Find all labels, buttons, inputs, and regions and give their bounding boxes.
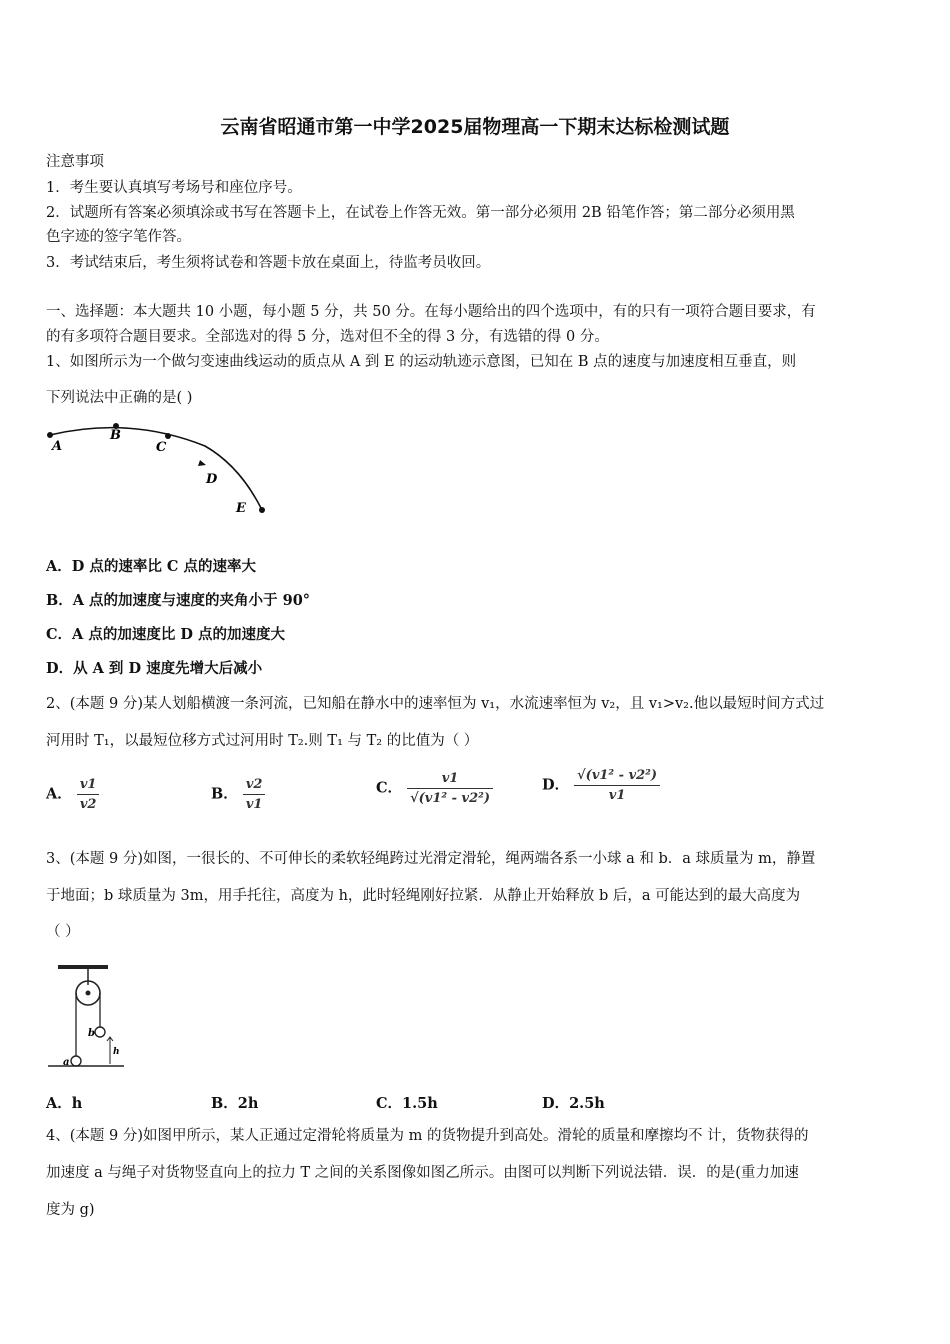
question-2-stem: 2、(本题 9 分)某人划船横渡一条河流，已知船在静水中的速率恒为 v₁，水流速率恒为 v₂，且 v₁>v₂.他以最短时间方式过	[46, 696, 825, 712]
question-3-stem: 3、(本题 9 分)如图，一很长的、不可伸长的柔软轻绳跨过光滑定滑轮，绳两端各系一小球 a 和 b．a 球质量为 m，静置	[46, 851, 816, 867]
question-2-option-a[interactable]	[46, 777, 99, 812]
label-h: h	[113, 1047, 120, 1057]
denominator: v2	[79, 797, 97, 812]
pulley-axle	[86, 991, 91, 996]
question-2-option-b[interactable]	[211, 777, 265, 812]
label-b: B	[110, 428, 121, 443]
fraction	[243, 777, 266, 812]
question-3-option-d[interactable]: D．2.5h	[542, 1095, 605, 1112]
fraction	[407, 771, 493, 806]
question-4-stem: 加速度 a 与绳子对货物竖直向上的拉力 T 之间的关系图像如图乙所示。由图可以判断下列说法错．误．的是(重力加速	[46, 1165, 799, 1181]
label-c: C	[156, 440, 167, 455]
option-label: D．	[542, 776, 570, 794]
question-2-option-c[interactable]	[376, 771, 493, 806]
question-4-stem: 度为 g)	[46, 1202, 95, 1218]
question-1-option-d[interactable]: D．从 A 到 D 速度先增大后减小	[46, 660, 263, 677]
ball-a	[71, 1056, 81, 1066]
notice-item: 色字迹的签字笔作答。	[46, 229, 191, 245]
question-1-stem: 1、如图所示为一个做匀变速曲线运动的质点从 A 到 E 的运动轨迹示意图，已知在 B 点的速度与加速度相互垂直，则	[46, 354, 797, 370]
question-3-option-b[interactable]: B．2h	[211, 1095, 259, 1112]
label-b: b	[88, 1028, 95, 1039]
question-3-option-c[interactable]: C．1.5h	[376, 1095, 438, 1112]
denominator: v1	[245, 797, 263, 812]
point-e	[259, 507, 265, 513]
label-e: E	[236, 501, 246, 516]
label-a: A	[52, 439, 63, 454]
section-intro: 的有多项符合题目要求。全部选对的得 5 分，选对但不全的得 3 分，有选错的得 0 分。	[46, 329, 609, 345]
trajectory-figure	[40, 418, 275, 520]
question-1-option-a[interactable]: A．D 点的速率比 C 点的速率大	[46, 558, 257, 575]
question-1-stem: 下列说法中正确的是( )	[46, 390, 193, 406]
pulley-figure	[46, 955, 128, 1071]
fraction	[77, 777, 100, 812]
denominator: √(v1² - v2²)	[410, 791, 490, 806]
question-2-stem: 河用时 T₁，以最短位移方式过河用时 T₂.则 T₁ 与 T₂ 的比值为（ ）	[46, 733, 479, 749]
label-a: a	[63, 1057, 70, 1068]
question-3-stem: 于地面；b 球质量为 3m，用手托往，高度为 h，此时轻绳刚好拉紧．从静止开始释放 b 后，a 可能达到的最大高度为	[46, 888, 801, 904]
numerator: v1	[407, 771, 493, 789]
notice-item: 2．试题所有答案必须填涂或书写在答题卡上，在试卷上作答无效。第一部分必须用 2B 铅笔作答；第二部分必须用黑	[46, 205, 795, 221]
page-title: 云南省昭通市第一中学2025届物理高一下期末达标检测试题	[220, 116, 730, 138]
question-4-stem: 4、(本题 9 分)如图甲所示，某人正通过定滑轮将质量为 m 的货物提升到高处。滑轮的质量和摩擦均不 计，货物获得的	[46, 1128, 809, 1144]
notice-item: 3．考试结束后，考生须将试卷和答题卡放在桌面上，待监考员收回。	[46, 255, 491, 271]
question-3-option-a[interactable]: A．h	[46, 1095, 83, 1112]
fraction	[574, 768, 660, 803]
numerator: √(v1² - v2²)	[574, 768, 660, 786]
notice-heading: 注意事项	[46, 154, 104, 170]
arrow-head	[198, 460, 206, 466]
notice-item: 1．考生要认真填写考场号和座位序号。	[46, 180, 302, 196]
question-1-option-b[interactable]: B．A 点的加速度与速度的夹角小于 90°	[46, 592, 311, 609]
numerator: v1	[77, 777, 100, 795]
question-2-option-d[interactable]	[542, 768, 660, 803]
numerator: v2	[243, 777, 266, 795]
option-label: A．	[46, 785, 72, 803]
ball-b	[95, 1027, 105, 1037]
option-label: C．	[376, 779, 403, 797]
section-intro: 一、选择题：本大题共 10 小题，每小题 5 分，共 50 分。在每小题给出的四个选项中，有的只有一项符合题目要求，有	[46, 304, 816, 320]
option-label: B．	[211, 785, 238, 803]
label-d: D	[206, 472, 218, 487]
question-3-stem: （ ）	[46, 924, 80, 940]
question-1-option-c[interactable]: C．A 点的加速度比 D 点的加速度大	[46, 626, 286, 643]
denominator: v1	[608, 788, 626, 803]
point-a	[47, 432, 53, 438]
point-c	[165, 433, 171, 439]
